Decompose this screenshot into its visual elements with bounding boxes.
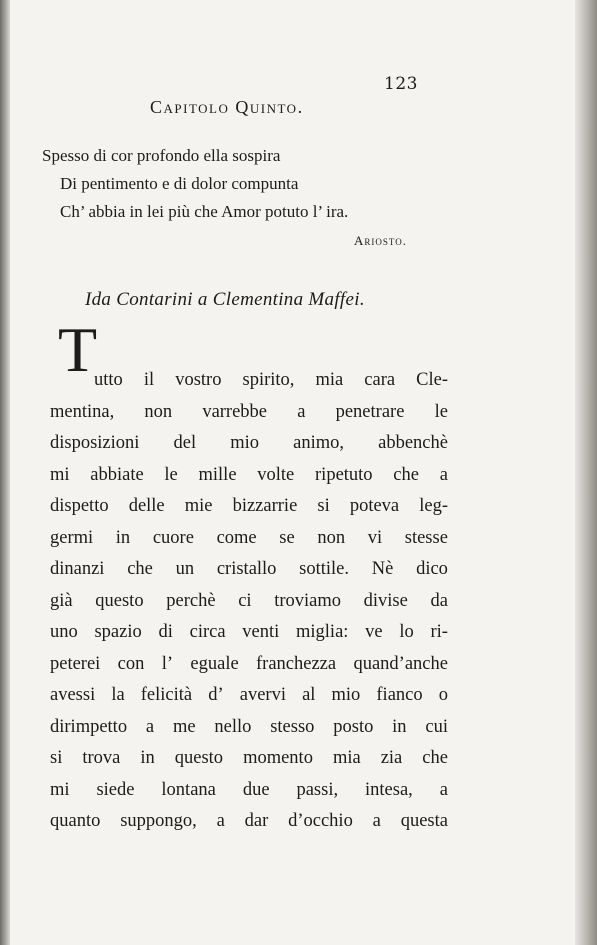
body-line: uno spazio di circa venti miglia: ve lo ri- — [50, 622, 448, 642]
body-line: peterei con l’ eguale franchezza quand’anche — [50, 653, 448, 674]
page-number: 123 — [384, 74, 418, 94]
body-line: già questo perchè ci troviamo divise da — [50, 590, 448, 611]
epigraph-line: Spesso di cor profondo ella sospira — [42, 146, 281, 165]
letter-heading: Ida Contarini a Clementina Maffei. — [85, 289, 365, 310]
body-line: avessi la felicità d’ avervi al mio fianco o — [50, 685, 448, 705]
page-edge-shadow — [575, 0, 597, 945]
chapter-title: Capitolo Quinto. — [150, 97, 304, 117]
body-line: utto il vostro spirito, mia cara Cle- — [94, 370, 448, 390]
body-line: si trova in questo momento mia zia che — [50, 748, 448, 768]
body-line: disposizioni del mio animo, abbenchè — [50, 433, 448, 453]
body-line: mi siede lontana due passi, intesa, a — [50, 779, 448, 800]
epigraph-line: Di pentimento e di dolor compunta — [60, 174, 299, 193]
body-line: germi in cuore come se non vi stesse — [50, 527, 448, 548]
epigraph-line: Ch’ abbia in lei più che Amor potuto l’ ira. — [60, 202, 349, 221]
body-line: mentina, non varrebbe a penetrare le — [50, 401, 448, 422]
body-line: dirimpetto a me nello stesso posto in cui — [50, 716, 448, 737]
drop-cap: T — [58, 314, 98, 385]
epigraph-attribution: Ariosto. — [354, 233, 407, 248]
page-gutter-shadow — [0, 0, 10, 945]
body-line: mi abbiate le mille volte ripetuto che a — [50, 464, 448, 485]
body-line: dispetto delle mie bizzarrie si poteva leg- — [50, 496, 448, 516]
body-line: quanto suppongo, a dar d’occhio a questa — [50, 811, 448, 831]
body-line: dinanzi che un cristallo sottile. Nè dico — [50, 559, 448, 579]
